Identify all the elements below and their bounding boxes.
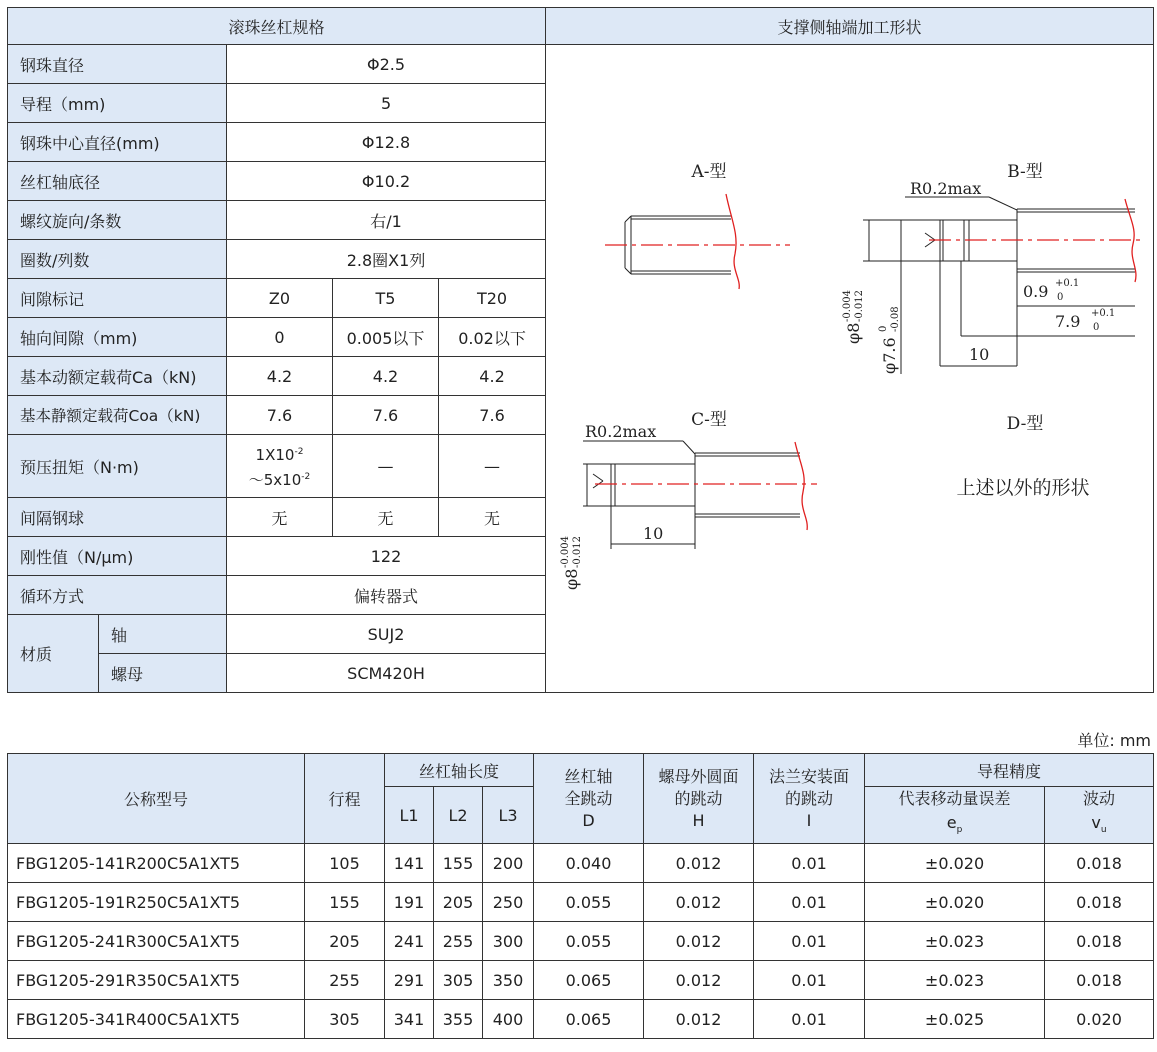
cell-h: 0.012: [644, 922, 754, 961]
cell-l3: 200: [483, 844, 534, 883]
row-label-ball-diameter: 钢珠直径: [8, 45, 227, 84]
type-b-dim-0-9-tol-up: +0.1: [1055, 278, 1080, 289]
cell-vu: 0.018: [1045, 961, 1154, 1000]
header-shaft-length: 丝杠轴长度: [385, 754, 534, 787]
row-label-clearance-code: 间隙标记: [8, 279, 227, 318]
cell-vu: 0.018: [1045, 844, 1154, 883]
type-b-dim-10: 10: [969, 345, 990, 364]
cell-ep: ±0.025: [865, 1000, 1045, 1039]
cell-i: 0.01: [754, 961, 865, 1000]
row-label-lead: 导程（mm): [8, 84, 227, 123]
material-shaft-label: 轴: [99, 615, 227, 654]
row-label-circulation: 循环方式: [8, 576, 227, 615]
models-table: [7, 753, 1154, 1039]
preload-torque-3: —: [439, 435, 546, 498]
cell-l1: 191: [385, 883, 434, 922]
row-label-rigidity: 刚性值（N/μm): [8, 537, 227, 576]
cell-ep: ±0.023: [865, 961, 1045, 1000]
cell-stroke: 155: [305, 883, 385, 922]
cell-vu: 0.018: [1045, 922, 1154, 961]
row-label-spacer-ball: 间隔钢球: [8, 498, 227, 537]
row-label-static-load: 基本静额定载荷Coa（kN): [8, 396, 227, 435]
cell-d: 0.065: [534, 1000, 644, 1039]
header-vu: 波动 $v_u$: [1045, 787, 1154, 844]
cell-i: 0.01: [754, 922, 865, 961]
cell-l1: 341: [385, 1000, 434, 1039]
cell-i: 0.01: [754, 844, 865, 883]
cell-stroke: 305: [305, 1000, 385, 1039]
cell-l2: 155: [434, 844, 483, 883]
cell-model: FBG1205-341R400C5A1XT5: [8, 1000, 305, 1039]
spacer-ball-3: 无: [439, 498, 546, 537]
row-label-material: 材质: [8, 615, 99, 693]
header-lead-accuracy: 导程精度: [865, 754, 1154, 787]
type-b-shaft: [863, 197, 1135, 374]
cell-l3: 400: [483, 1000, 534, 1039]
type-c-label: C-型: [691, 410, 727, 430]
row-label-thread-direction: 螺纹旋向/条数: [8, 201, 227, 240]
unit-label: 单位: mm: [1077, 731, 1151, 750]
header-ep: 代表移动量误差 $e_p$: [865, 787, 1045, 844]
dynamic-load-1: 4.2: [227, 357, 333, 396]
type-c-shaft: [583, 441, 800, 549]
spacer-ball-2: 无: [333, 498, 439, 537]
row-label-preload-torque: 预压扭矩（N·m): [8, 435, 227, 498]
type-a-label: A-型: [691, 162, 727, 182]
row-value-thread-direction: 右/1: [227, 201, 546, 240]
cell-h: 0.012: [644, 883, 754, 922]
row-value-turns: 2.8圈X1列: [227, 240, 546, 279]
table-row: [8, 961, 1154, 1000]
material-shaft-value: SUJ2: [227, 615, 546, 654]
type-b-dim-0-9-tol-low: 0: [1057, 292, 1064, 303]
cell-l1: 241: [385, 922, 434, 961]
row-value-rigidity: 122: [227, 537, 546, 576]
type-b-dia-7-6-tol-low: -0.08: [890, 306, 901, 332]
clearance-code-t5: T5: [333, 279, 439, 318]
cell-ep: ±0.020: [865, 844, 1045, 883]
type-b-dia-7-6-tol-up: 0: [878, 325, 889, 332]
cell-l2: 205: [434, 883, 483, 922]
spec-header-left: 滚珠丝杠规格: [8, 8, 546, 45]
row-label-turns: 圈数/列数: [8, 240, 227, 279]
cell-h: 0.012: [644, 844, 754, 883]
type-b-dim-7-9-tol-low: 0: [1093, 322, 1100, 333]
row-value-lead: 5: [227, 84, 546, 123]
cell-d: 0.040: [534, 844, 644, 883]
preload-torque-1: $1X10^{-2}$ $\sim 5x10^{-2}$: [227, 435, 333, 498]
type-c-fillet: R0.2max: [585, 422, 657, 441]
cell-l2: 255: [434, 922, 483, 961]
header-runout-h: 螺母外圆面 的跳动 H: [644, 754, 754, 844]
cell-i: 0.01: [754, 883, 865, 922]
header-runout-i: 法兰安装面 的跳动 I: [754, 754, 865, 844]
type-a-break-mark: [726, 194, 739, 289]
row-value-ball-center: Φ12.8: [227, 123, 546, 162]
shaft-end-drawings: [545, 44, 1152, 700]
table-row: [8, 883, 1154, 922]
header-runout-d: 丝杠轴 全跳动 D: [534, 754, 644, 844]
row-value-ball-diameter: Φ2.5: [227, 45, 546, 84]
cell-i: 0.01: [754, 1000, 865, 1039]
cell-ep: ±0.023: [865, 922, 1045, 961]
header-l1: L1: [385, 787, 434, 844]
cell-model: FBG1205-291R350C5A1XT5: [8, 961, 305, 1000]
spec-header-right: 支撑侧轴端加工形状: [546, 8, 1154, 45]
row-label-axial-clearance: 轴向间隙（mm): [8, 318, 227, 357]
cell-ep: ±0.020: [865, 883, 1045, 922]
header-stroke: 行程: [305, 754, 385, 844]
type-b-dim-7-9-tol-up: +0.1: [1091, 308, 1116, 319]
type-b-fillet: R0.2max: [910, 179, 982, 198]
header-model: 公称型号: [8, 754, 305, 844]
type-d-note: 上述以外的形状: [956, 477, 1090, 499]
type-c-dia-8-tol-up: -0.004: [560, 535, 571, 568]
cell-d: 0.055: [534, 883, 644, 922]
cell-l1: 291: [385, 961, 434, 1000]
cell-l2: 355: [434, 1000, 483, 1039]
cell-h: 0.012: [644, 961, 754, 1000]
table-row: [8, 844, 1154, 883]
material-nut-value: SCM420H: [227, 654, 546, 693]
table-row: [8, 1000, 1154, 1039]
static-load-2: 7.6: [333, 396, 439, 435]
row-label-root-diameter: 丝杠轴底径: [8, 162, 227, 201]
type-b-dia-8-tol-low: -0.012: [854, 289, 865, 322]
dynamic-load-3: 4.2: [439, 357, 546, 396]
type-b-dim-0-9: 0.9: [1023, 282, 1049, 301]
axial-clearance-3: 0.02以下: [439, 318, 546, 357]
cell-l1: 141: [385, 844, 434, 883]
model-rows: [8, 844, 1154, 1039]
cell-l2: 305: [434, 961, 483, 1000]
axial-clearance-1: 0: [227, 318, 333, 357]
dynamic-load-2: 4.2: [333, 357, 439, 396]
row-label-ball-center: 钢珠中心直径(mm): [8, 123, 227, 162]
type-c-dia-8: φ8: [562, 568, 581, 590]
header-l2: L2: [434, 787, 483, 844]
type-b-dia-8: φ8: [844, 322, 863, 344]
type-b-dia-7-6: φ7.6: [880, 337, 899, 374]
cell-l3: 250: [483, 883, 534, 922]
static-load-3: 7.6: [439, 396, 546, 435]
type-c-dim-10: 10: [643, 524, 664, 543]
table-row: [8, 922, 1154, 961]
cell-model: FBG1205-241R300C5A1XT5: [8, 922, 305, 961]
type-d-label: D-型: [1006, 414, 1044, 434]
type-c-dia-8-tol-low: -0.012: [572, 535, 583, 568]
spacer-ball-1: 无: [227, 498, 333, 537]
cell-h: 0.012: [644, 1000, 754, 1039]
material-nut-label: 螺母: [99, 654, 227, 693]
preload-torque-2: —: [333, 435, 439, 498]
row-label-dynamic-load: 基本动额定载荷Ca（kN): [8, 357, 227, 396]
cell-l3: 350: [483, 961, 534, 1000]
cell-stroke: 255: [305, 961, 385, 1000]
cell-stroke: 205: [305, 922, 385, 961]
cell-vu: 0.018: [1045, 883, 1154, 922]
cell-model: FBG1205-191R250C5A1XT5: [8, 883, 305, 922]
type-b-dia-8-tol-up: -0.004: [842, 289, 853, 322]
cell-d: 0.065: [534, 961, 644, 1000]
static-load-1: 7.6: [227, 396, 333, 435]
cell-model: FBG1205-141R200C5A1XT5: [8, 844, 305, 883]
type-b-label: B-型: [1007, 162, 1043, 182]
cell-vu: 0.020: [1045, 1000, 1154, 1039]
clearance-code-t20: T20: [439, 279, 546, 318]
cell-l3: 300: [483, 922, 534, 961]
header-l3: L3: [483, 787, 534, 844]
row-value-circulation: 偏转器式: [227, 576, 546, 615]
cell-stroke: 105: [305, 844, 385, 883]
clearance-code-z0: Z0: [227, 279, 333, 318]
row-value-root-diameter: Φ10.2: [227, 162, 546, 201]
axial-clearance-2: 0.005以下: [333, 318, 439, 357]
type-b-dim-7-9: 7.9: [1055, 312, 1081, 331]
cell-d: 0.055: [534, 922, 644, 961]
